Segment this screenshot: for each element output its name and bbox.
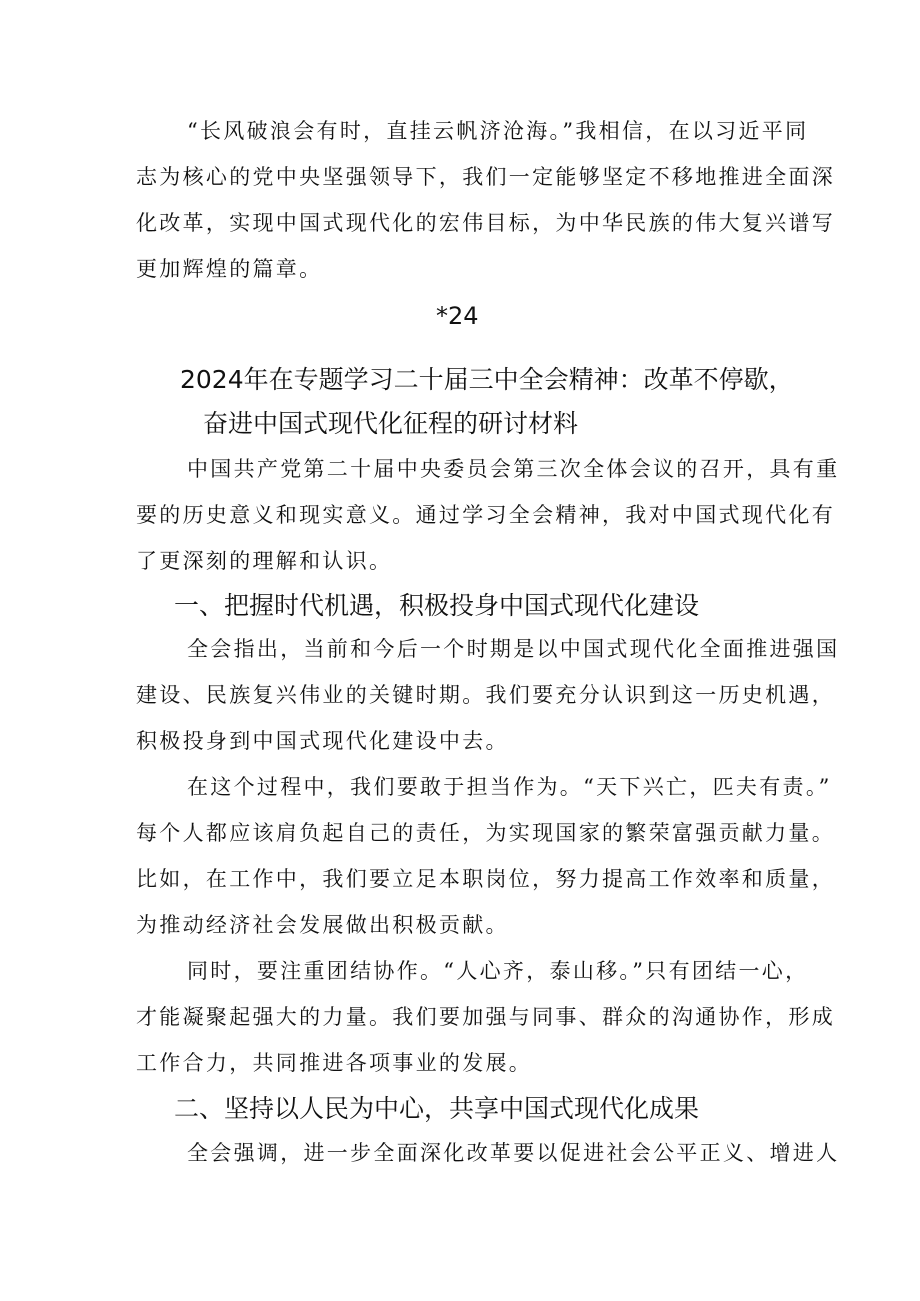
paragraph-line: 全会指出，当前和今后一个时期是以中国式现代化全面推进强国 [187, 637, 840, 661]
paragraph-line: 才能凝聚起强大的力量。我们要加强与同事、群众的沟通协作，形成 [136, 1005, 835, 1029]
paragraph-line: 在这个过程中，我们要敢于担当作为。“天下兴亡，匹夫有责。” [187, 775, 832, 799]
paragraph-line: 同时，要注重团结协作。“人心齐，泰山移。”只有团结一心， [187, 959, 809, 983]
paragraph-line: “长风破浪会有时，直挂云帆济沧海。”我相信，在以习近平同 [187, 119, 809, 143]
paragraph-line: 积极投身到中国式现代化建设中去。 [136, 729, 509, 753]
section-heading-1: 一、把握时代机遇，积极投身中国式现代化建设 [174, 591, 700, 620]
paragraph-line: 要的历史意义和现实意义。通过学习全会精神，我对中国式现代化有 [136, 503, 835, 527]
paragraph-line: 中国共产党第二十届中央委员会第三次全体会议的召开，具有重 [187, 457, 840, 481]
paragraph-line: 为推动经济社会发展做出积极贡献。 [136, 913, 509, 937]
paragraph-line: 比如，在工作中，我们要立足本职岗位，努力提高工作效率和质量， [136, 867, 835, 891]
article-title-line-1: 2024年在专题学习二十届三中全会精神：改革不停歇， [180, 365, 794, 394]
paragraph-line: 全会强调，进一步全面深化改革要以促进社会公平正义、增进人 [187, 1141, 840, 1165]
paragraph-line: 更加辉煌的篇章。 [136, 257, 323, 281]
section-heading-2: 二、坚持以人民为中心，共享中国式现代化成果 [174, 1094, 700, 1123]
paragraph-line: 志为核心的党中央坚强领导下，我们一定能够坚定不移地推进全面深 [136, 165, 835, 189]
article-title-line-2: 奋进中国式现代化征程的研讨材料 [203, 409, 579, 438]
paragraph-line: 每个人都应该肩负起自己的责任，为实现国家的繁荣富强贡献力量。 [136, 821, 835, 845]
paragraph-line: 建设、民族复兴伟业的关键时期。我们要充分认识到这一历史机遇， [136, 683, 835, 707]
paragraph-line: 工作合力，共同推进各项事业的发展。 [136, 1051, 533, 1075]
article-number: *24 [436, 302, 479, 330]
paragraph-line: 化改革，实现中国式现代化的宏伟目标，为中华民族的伟大复兴谱写 [136, 211, 835, 235]
paragraph-line: 了更深刻的理解和认识。 [136, 549, 393, 573]
